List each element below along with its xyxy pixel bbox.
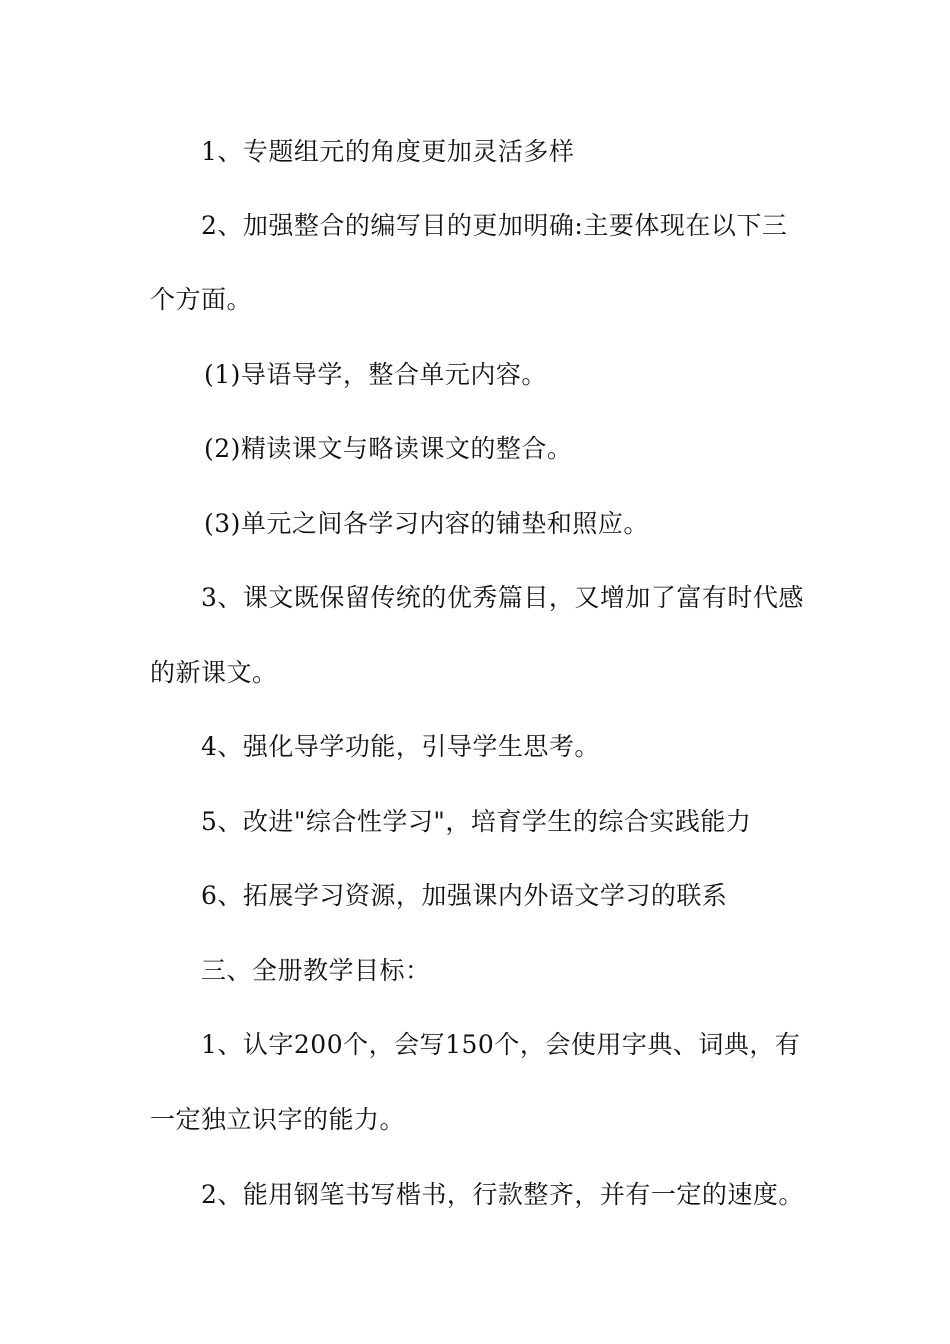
text-line: 4、强化导学功能，引导学生思考。 [201,732,600,761]
text-line: (1)导语导学，整合单元内容。 [204,360,547,389]
text-line: 一定独立识字的能力。 [150,1105,406,1134]
text-line: 2、加强整合的编写目的更加明确:主要体现在以下三 [201,211,788,240]
section-heading: 三、全册教学目标： [201,956,431,985]
text-line: 5、改进"综合性学习"，培育学生的综合实践能力 [201,807,752,836]
text-line: 的新课文。 [150,658,278,687]
text-line: 6、拓展学习资源，加强课内外语文学习的联系 [201,881,728,910]
text-line: 个方面。 [150,285,253,314]
text-line: 2、能用钢笔书写楷书，行款整齐，并有一定的速度。 [201,1180,804,1209]
text-line: 1、认字200个，会写150个，会使用字典、词典，有 [201,1030,801,1059]
text-line: 3、课文既保留传统的优秀篇目，又增加了富有时代感 [201,583,804,612]
text-line: 1、专题组元的角度更加灵活多样 [201,137,575,166]
text-line: (2)精读课文与略读课文的整合。 [204,434,573,463]
text-line: (3)单元之间各学习内容的铺垫和照应。 [204,509,649,538]
